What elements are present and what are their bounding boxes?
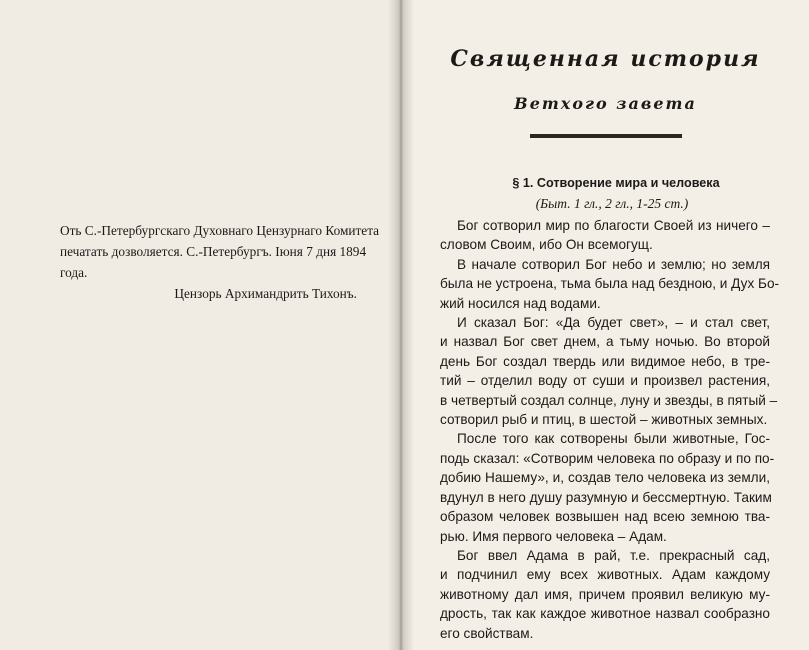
text-line: в четвертый создал солнце, луну и звезды, в пятый – xyxy=(440,392,778,408)
left-page xyxy=(0,0,400,650)
text-line: добию Нашему», и, создав тело человека из земли, xyxy=(440,470,770,486)
text-line: Бог сотворил мир по благости Своей из ничего – xyxy=(457,218,770,233)
text-line: подь сказал: «Сотворим человека по образу и по по- xyxy=(440,450,775,466)
text-line: его свойствам. xyxy=(440,625,534,641)
text-line: вдунул в него душу разумную и бессмертную. Таким xyxy=(440,489,772,505)
page-title: Священная история xyxy=(450,46,761,72)
text-line: животному дал имя, причем проявил великую му- xyxy=(440,586,770,602)
text-line: После того как сотворены были животные, Гос- xyxy=(457,431,770,447)
section-heading: § 1. Сотворение мира и человека xyxy=(512,176,720,190)
text-line: Бог ввел Адама в рай, т.е. прекрасный сад, xyxy=(457,547,770,563)
text-line: тий – отделил воду от суши и произвел растения, xyxy=(440,373,770,389)
text-line: и назвал Бог свет днем, а тьму ночью. Во второй xyxy=(440,334,770,350)
text-line: жий носился над водами. xyxy=(440,295,601,311)
text-line: образом человек возвышен над всею земною тва- xyxy=(440,509,770,525)
text-line: и подчинил ему всех животных. Адам каждому xyxy=(440,567,770,583)
text-line: И сказал Бог: «Да будет свет», – и стал свет, xyxy=(457,315,770,331)
censor-line-1: Оть С.-Петербургскаго Духовнаго Цензурнаго Комитета xyxy=(60,223,380,238)
censor-signature: Цензорь Архимандрить Тихонъ. xyxy=(174,286,357,301)
text-line: рью. Имя первого человека – Адам. xyxy=(440,528,667,544)
text-line: была не устроена, тьма была над бездною, и Дух Бо- xyxy=(440,276,780,292)
text-line: словом Своим, ибо Он всемогущ. xyxy=(440,237,653,253)
text-line: сотворил рыб и птиц, в шестой – животных земных. xyxy=(440,412,768,428)
text-line: день Бог создал твердь или видимое небо, в тре- xyxy=(440,353,770,369)
page-subtitle: Ветхого завета xyxy=(514,94,697,113)
body-text xyxy=(440,216,780,643)
title-divider xyxy=(530,134,682,138)
text-line: дрость, так как каждое животное назвал сообразно xyxy=(440,606,770,622)
censor-line-2: печатать дозволяется. С.-Петербургъ. Іюня 7 дня 1894 года. xyxy=(60,244,367,280)
censorship-note xyxy=(60,220,380,304)
text-line: В начале сотворил Бог небо и землю; но земля xyxy=(457,256,770,272)
scripture-reference: (Быт. 1 гл., 2 гл., 1-25 ст.) xyxy=(535,196,689,211)
